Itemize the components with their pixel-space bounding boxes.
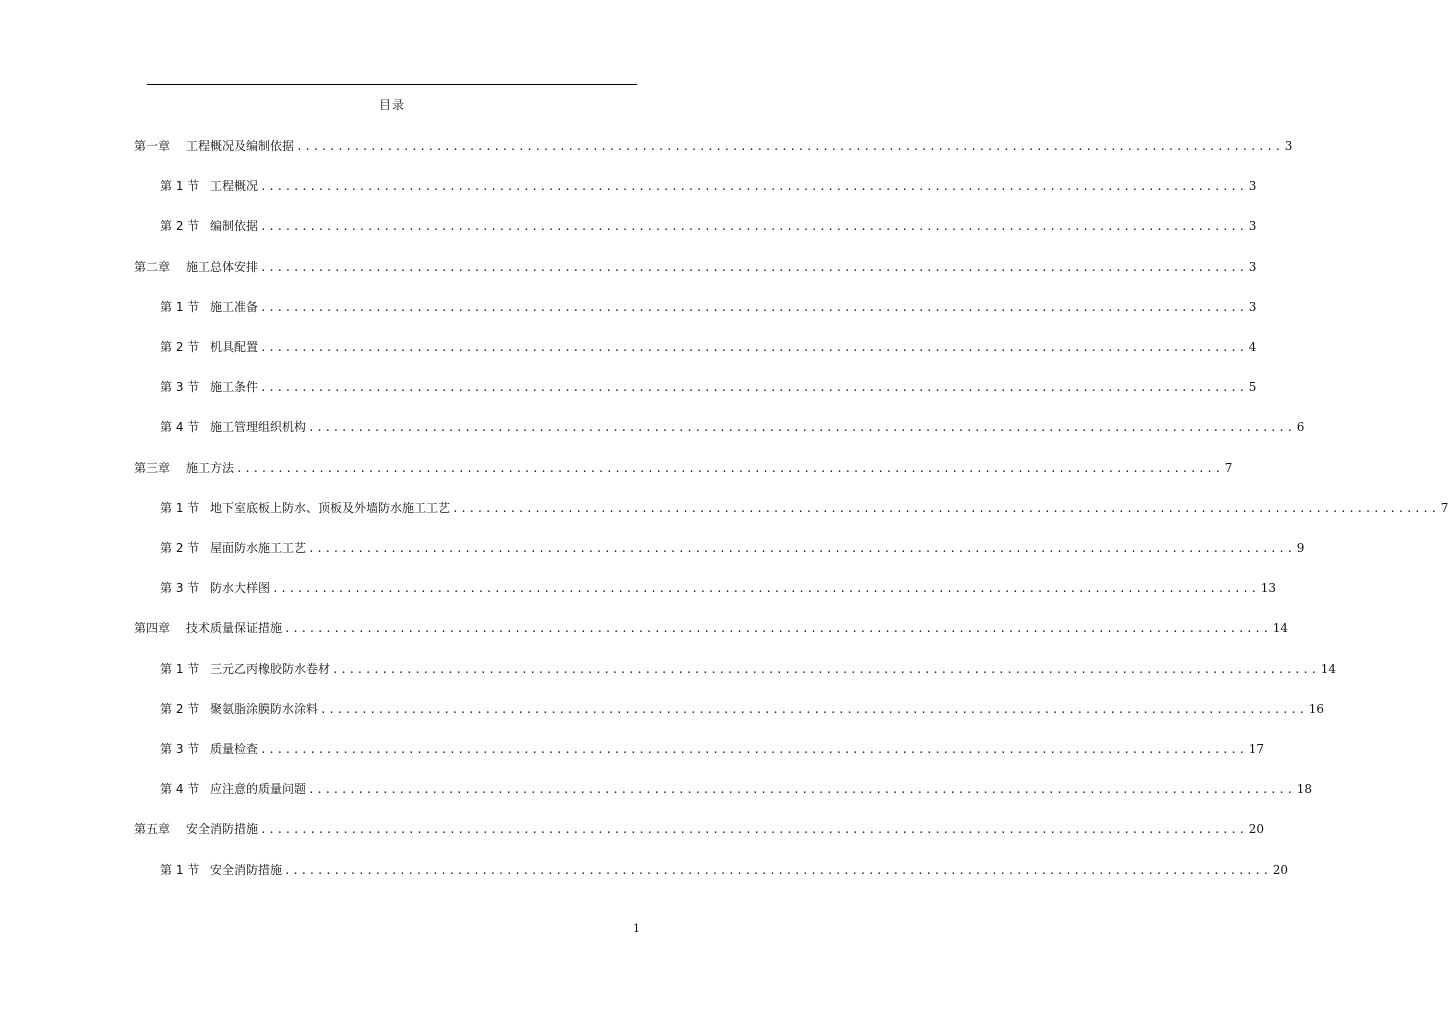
toc-entry-page: 3: [1248, 179, 1257, 193]
toc-section-entry[interactable]: [160, 178, 1257, 194]
toc-entry-number: 第 1 节: [160, 662, 200, 676]
toc-entry-number: 第 2 节: [160, 702, 200, 716]
toc-entry-title: 聚氨脂涂膜防水涂料: [210, 702, 319, 716]
toc-dot-leader: ........................................................................................................................: [260, 341, 1247, 354]
toc-chapter-entry[interactable]: [134, 138, 1293, 154]
toc-dot-leader: ........................................................................................................................: [260, 220, 1247, 233]
toc-entry-title: 三元乙丙橡胶防水卷材: [210, 662, 331, 676]
toc-entry-title: 技术质量保证措施: [186, 621, 283, 635]
toc-dot-leader: ........................................................................................................................: [332, 663, 1319, 676]
toc-entry-title: 质量检查: [210, 742, 259, 756]
page-number: 1: [633, 922, 640, 935]
toc-entry-number: 第 3 节: [160, 742, 200, 756]
toc-dot-leader: ........................................................................................................................: [260, 823, 1247, 836]
toc-dot-leader: ........................................................................................................................: [236, 462, 1223, 475]
toc-entry-number: 第 1 节: [160, 179, 200, 193]
toc-entry-page: 14: [1272, 621, 1289, 635]
toc-entry-title: 安全消防措施: [210, 863, 283, 877]
toc-entry-title: 机具配置: [210, 340, 259, 354]
toc-section-entry[interactable]: [160, 218, 1257, 234]
toc-section-entry[interactable]: [160, 781, 1313, 797]
toc-entry-title: 工程概况: [210, 179, 259, 193]
toc-entry-page: 20: [1272, 863, 1289, 877]
toc-entry-number: 第四章: [134, 621, 171, 635]
toc-section-entry[interactable]: [160, 339, 1257, 355]
toc-dot-leader: ........................................................................................................................: [308, 421, 1295, 434]
toc-entry-number: 第五章: [134, 822, 171, 836]
toc-chapter-entry[interactable]: [134, 620, 1289, 636]
toc-section-entry[interactable]: [160, 580, 1277, 596]
toc-section-entry[interactable]: [160, 419, 1305, 435]
toc-dot-leader: ........................................................................................................................: [320, 703, 1307, 716]
toc-entry-title: 编制依据: [210, 219, 259, 233]
toc-entry-title: 防水大样图: [210, 581, 271, 595]
toc-section-entry[interactable]: [160, 379, 1257, 395]
toc-dot-leader: ........................................................................................................................: [296, 140, 1283, 153]
toc-entry-title: 安全消防措施: [186, 822, 259, 836]
toc-entry-page: 20: [1248, 822, 1265, 836]
toc-section-entry[interactable]: [160, 661, 1337, 677]
toc-entry-page: 4: [1248, 340, 1257, 354]
toc-dot-leader: ........................................................................................................................: [452, 502, 1439, 515]
toc-entry-page: 6: [1296, 420, 1305, 434]
toc-dot-leader: ........................................................................................................................: [260, 301, 1247, 314]
toc-entry-page: 17: [1248, 742, 1265, 756]
toc-entry-number: 第 4 节: [160, 420, 200, 434]
toc-dot-leader: ........................................................................................................................: [260, 743, 1247, 756]
toc-dot-leader: ........................................................................................................................: [260, 180, 1247, 193]
toc-entry-number: 第 2 节: [160, 219, 200, 233]
toc-entry-title: 施工总体安排: [186, 260, 259, 274]
toc-entry-page: 3: [1248, 300, 1257, 314]
toc-entry-title: 地下室底板上防水、顶板及外墙防水施工工艺: [210, 501, 451, 515]
toc-entry-number: 第 1 节: [160, 300, 200, 314]
toc-entry-page: 3: [1248, 260, 1257, 274]
toc-dot-leader: ........................................................................................................................: [272, 582, 1259, 595]
toc-dot-leader: ........................................................................................................................: [260, 261, 1247, 274]
toc-entry-title: 施工方法: [186, 461, 235, 475]
toc-dot-leader: ........................................................................................................................: [260, 381, 1247, 394]
toc-entry-page: 13: [1260, 581, 1277, 595]
toc-entry-page: 3: [1284, 139, 1293, 153]
toc-section-entry[interactable]: [160, 701, 1325, 717]
toc-entry-page: 9: [1296, 541, 1305, 555]
toc-entry-number: 第 3 节: [160, 581, 200, 595]
toc-entry-page: 7: [1224, 461, 1233, 475]
toc-entry-number: 第 3 节: [160, 380, 200, 394]
toc-entry-page: 18: [1296, 782, 1313, 796]
toc-section-entry[interactable]: [160, 500, 1448, 516]
toc-dot-leader: ........................................................................................................................: [284, 622, 1271, 635]
toc-entry-number: 第一章: [134, 139, 171, 153]
toc-chapter-entry[interactable]: [134, 821, 1265, 837]
toc-entry-number: 第二章: [134, 260, 171, 274]
toc-dot-leader: ........................................................................................................................: [308, 542, 1295, 555]
toc-title: 目录: [378, 98, 405, 112]
toc-entry-title: 施工准备: [210, 300, 259, 314]
toc-entry-page: 14: [1320, 662, 1337, 676]
toc-section-entry[interactable]: [160, 540, 1305, 556]
toc-chapter-entry[interactable]: [134, 259, 1257, 275]
toc-section-entry[interactable]: [160, 299, 1257, 315]
toc-entry-number: 第 2 节: [160, 541, 200, 555]
toc-entry-page: 16: [1308, 702, 1325, 716]
toc-entry-title: 屋面防水施工工艺: [210, 541, 307, 555]
toc-dot-leader: ........................................................................................................................: [284, 864, 1271, 877]
toc-entry-title: 施工管理组织机构: [210, 420, 307, 434]
toc-entry-number: 第三章: [134, 461, 171, 475]
toc-entry-number: 第 1 节: [160, 501, 200, 515]
toc-entry-title: 应注意的质量问题: [210, 782, 307, 796]
toc-entry-title: 工程概况及编制依据: [186, 139, 295, 153]
toc-entry-number: 第 2 节: [160, 340, 200, 354]
toc-section-entry[interactable]: [160, 862, 1289, 878]
toc-dot-leader: ........................................................................................................................: [308, 783, 1295, 796]
header-rule: [147, 84, 637, 85]
toc-entry-number: 第 1 节: [160, 863, 200, 877]
toc-entry-page: 5: [1248, 380, 1257, 394]
toc-entry-page: 3: [1248, 219, 1257, 233]
toc-chapter-entry[interactable]: [134, 460, 1233, 476]
toc-entry-number: 第 4 节: [160, 782, 200, 796]
toc-entry-title: 施工条件: [210, 380, 259, 394]
toc-section-entry[interactable]: [160, 741, 1265, 757]
toc-entry-page: 7: [1440, 501, 1448, 515]
